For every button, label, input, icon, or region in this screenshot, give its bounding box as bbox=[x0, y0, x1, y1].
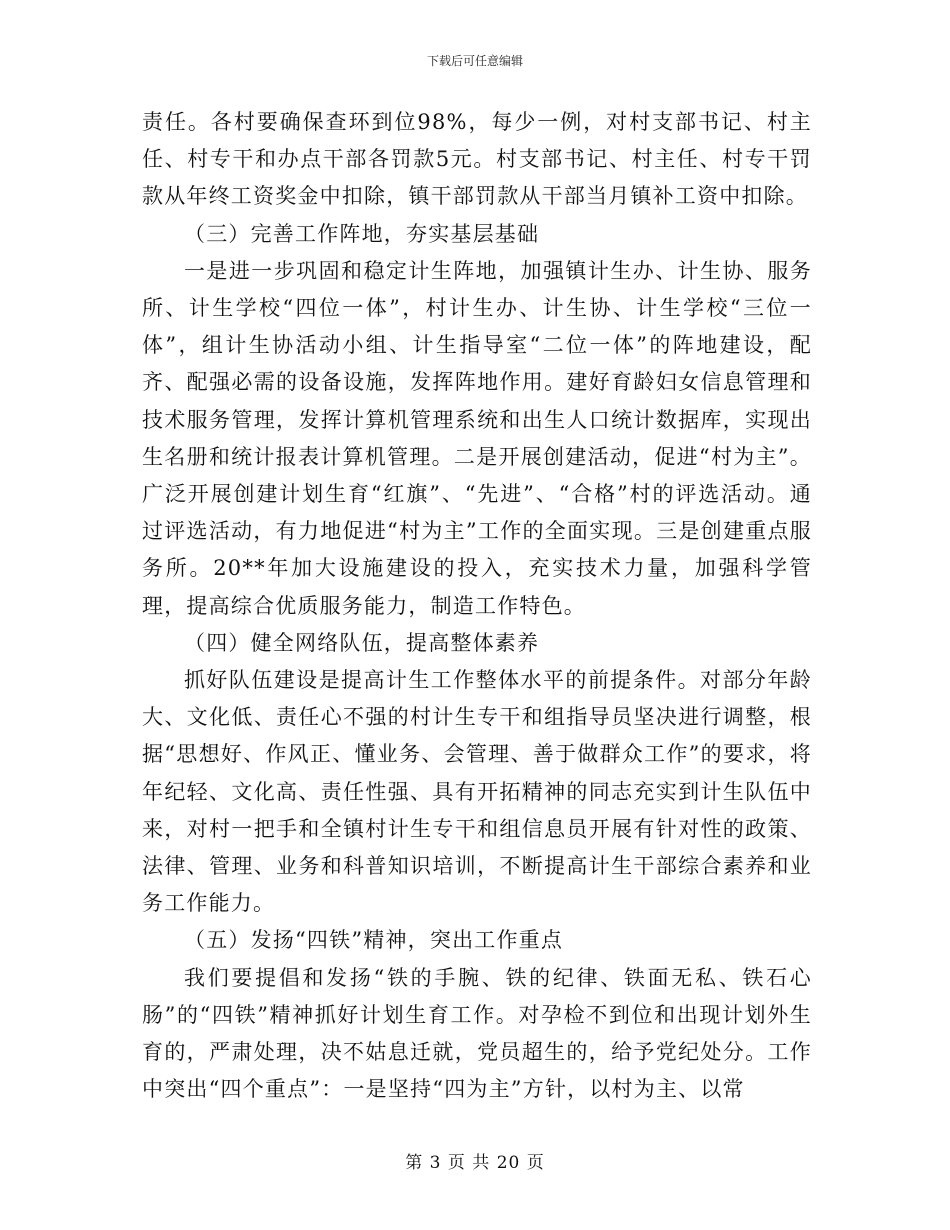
body-paragraph-2: 一是进一步巩固和稳定计生阵地，加强镇计生办、计生协、服务所、计生学校“四位一体”，村计生办、计生协、计生学校“三位一体”，组计生协活动小组、计生指导室“二位一体”的阵地建设，配齐、配强必需的设备设施，发挥阵地作用。建好育龄妇女信息管理和技术服务管理，发挥计算机管理系统和出生人口统计数据库，实现出生名册和统计报表计算机管理。二是开展创建活动，促进“村为主”。广泛开展创建计划生育“红旗”、“先进”、“合格”村的评选活动。通过评选活动，有力地促进“村为主”工作的全面实现。三是创建重点服务所。20**年加大设施建设的投入，充实技术力量，加强科学管理，提高综合优质服务能力，制造工作特色。 bbox=[142, 258, 812, 618]
page-middle: 页 共 bbox=[447, 1153, 491, 1173]
page-suffix: 页 bbox=[526, 1153, 545, 1173]
body-paragraph-1: 责任。各村要确保查环到位98%，每少一例，对村支部书记、村主任、村专干和办点干部各罚款5元。村支部书记、村主任、村专干罚款从年终工资奖金中扣除，镇干部罚款从干部当月镇补工资中扣除。 bbox=[142, 110, 812, 209]
body-paragraph-3: 抓好队伍建设是提高计生工作整体水平的前提条件。对部分年龄大、文化低、责任心不强的村计生专干和组指导员坚决进行调整，根据“思想好、作风正、懂业务、会管理、善于做群众工作”的要求，将年纪轻、文化高、责任性强、具有开拓精神的同志充实到计生队伍中来，对村一把手和全镇村计生专干和组信息员开展有针对性的政策、法律、管理、业务和科普知识培训，不断提高计生干部综合素养和业务工作能力。 bbox=[142, 668, 812, 916]
page-footer bbox=[0, 1152, 950, 1174]
body-paragraph-4: 我们要提倡和发扬“铁的手腕、铁的纪律、铁面无私、铁石心肠”的“四铁”精神抓好计划生育工作。对孕检不到位和出现计划外生育的，严肃处理，决不姑息迁就，党员超生的，给予党纪处分。工作中突出“四个重点”：一是坚持“四为主”方针，以村为主、以常 bbox=[142, 965, 812, 1102]
document-body bbox=[142, 104, 812, 1108]
page-number: 3 bbox=[429, 1153, 442, 1173]
page-prefix: 第 bbox=[405, 1153, 424, 1173]
section-heading-5: （五）发扬“四铁”精神，突出工作重点 bbox=[184, 928, 564, 953]
section-heading-4: （四）健全网络队伍，提高整体素养 bbox=[184, 630, 540, 655]
page-header-note: 下载后可任意编辑 bbox=[426, 54, 523, 68]
page-total: 20 bbox=[496, 1153, 521, 1173]
section-heading-3: （三）完善工作阵地，夯实基层基础 bbox=[184, 221, 540, 246]
